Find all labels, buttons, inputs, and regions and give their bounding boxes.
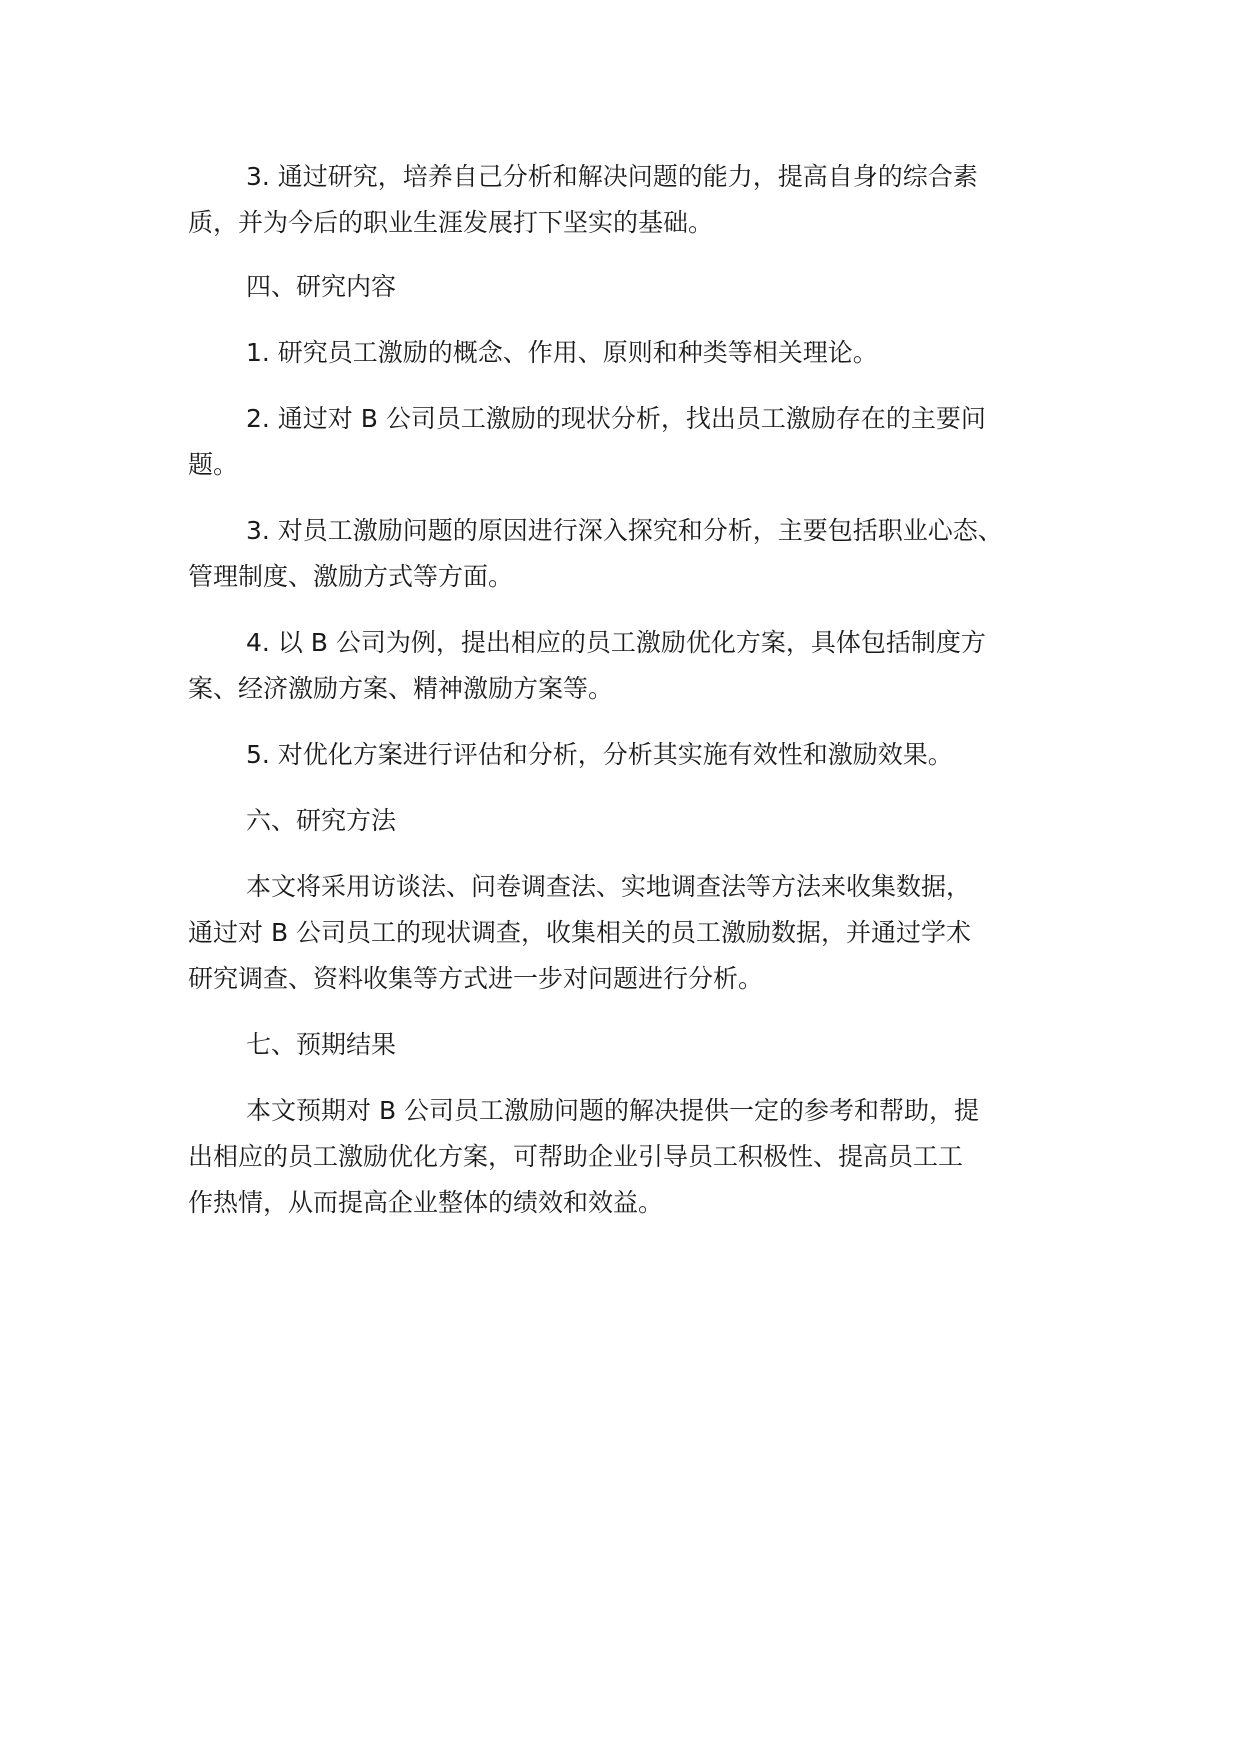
paragraph-line: 通过对 B 公司员工的现状调查，收集相关的员工激励数据，并通过学术 <box>188 918 972 947</box>
paragraph-line: 出相应的员工激励优化方案，可帮助企业引导员工积极性、提高员工工 <box>188 1142 964 1171</box>
paragraph-line: 本文将采用访谈法、问卷调查法、实地调查法等方法来收集数据， <box>246 872 972 901</box>
paragraph-line: 5. 对优化方案进行评估和分析，分析其实施有效性和激励效果。 <box>246 740 953 769</box>
paragraph-line: 题。 <box>188 450 239 479</box>
paragraph-line: 1. 研究员工激励的概念、作用、原则和种类等相关理论。 <box>246 338 878 367</box>
paragraph-line: 3. 对员工激励问题的原因进行深入探究和分析，主要包括职业心态、 <box>246 516 1003 545</box>
paragraph-line: 2. 通过对 B 公司员工激励的现状分析，找出员工激励存在的主要问 <box>246 404 986 433</box>
section-heading: 七、预期结果 <box>246 1030 397 1059</box>
paragraph-line: 质，并为今后的职业生涯发展打下坚实的基础。 <box>188 208 714 237</box>
section-heading: 四、研究内容 <box>246 272 397 301</box>
paragraph-line: 3. 通过研究，培养自己分析和解决问题的能力，提高自身的综合素 <box>246 162 978 191</box>
section-heading: 六、研究方法 <box>246 806 397 835</box>
paragraph-line: 管理制度、激励方式等方面。 <box>188 562 514 591</box>
paragraph-line: 本文预期对 B 公司员工激励问题的解决提供一定的参考和帮助，提 <box>246 1096 980 1125</box>
paragraph-line: 作热情，从而提高企业整体的绩效和效益。 <box>188 1188 664 1217</box>
paragraph-line: 案、经济激励方案、精神激励方案等。 <box>188 674 614 703</box>
paragraph-line: 研究调查、资料收集等方式进一步对问题进行分析。 <box>188 964 764 993</box>
paragraph-line: 4. 以 B 公司为例，提出相应的员工激励优化方案，具体包括制度方 <box>246 628 986 657</box>
